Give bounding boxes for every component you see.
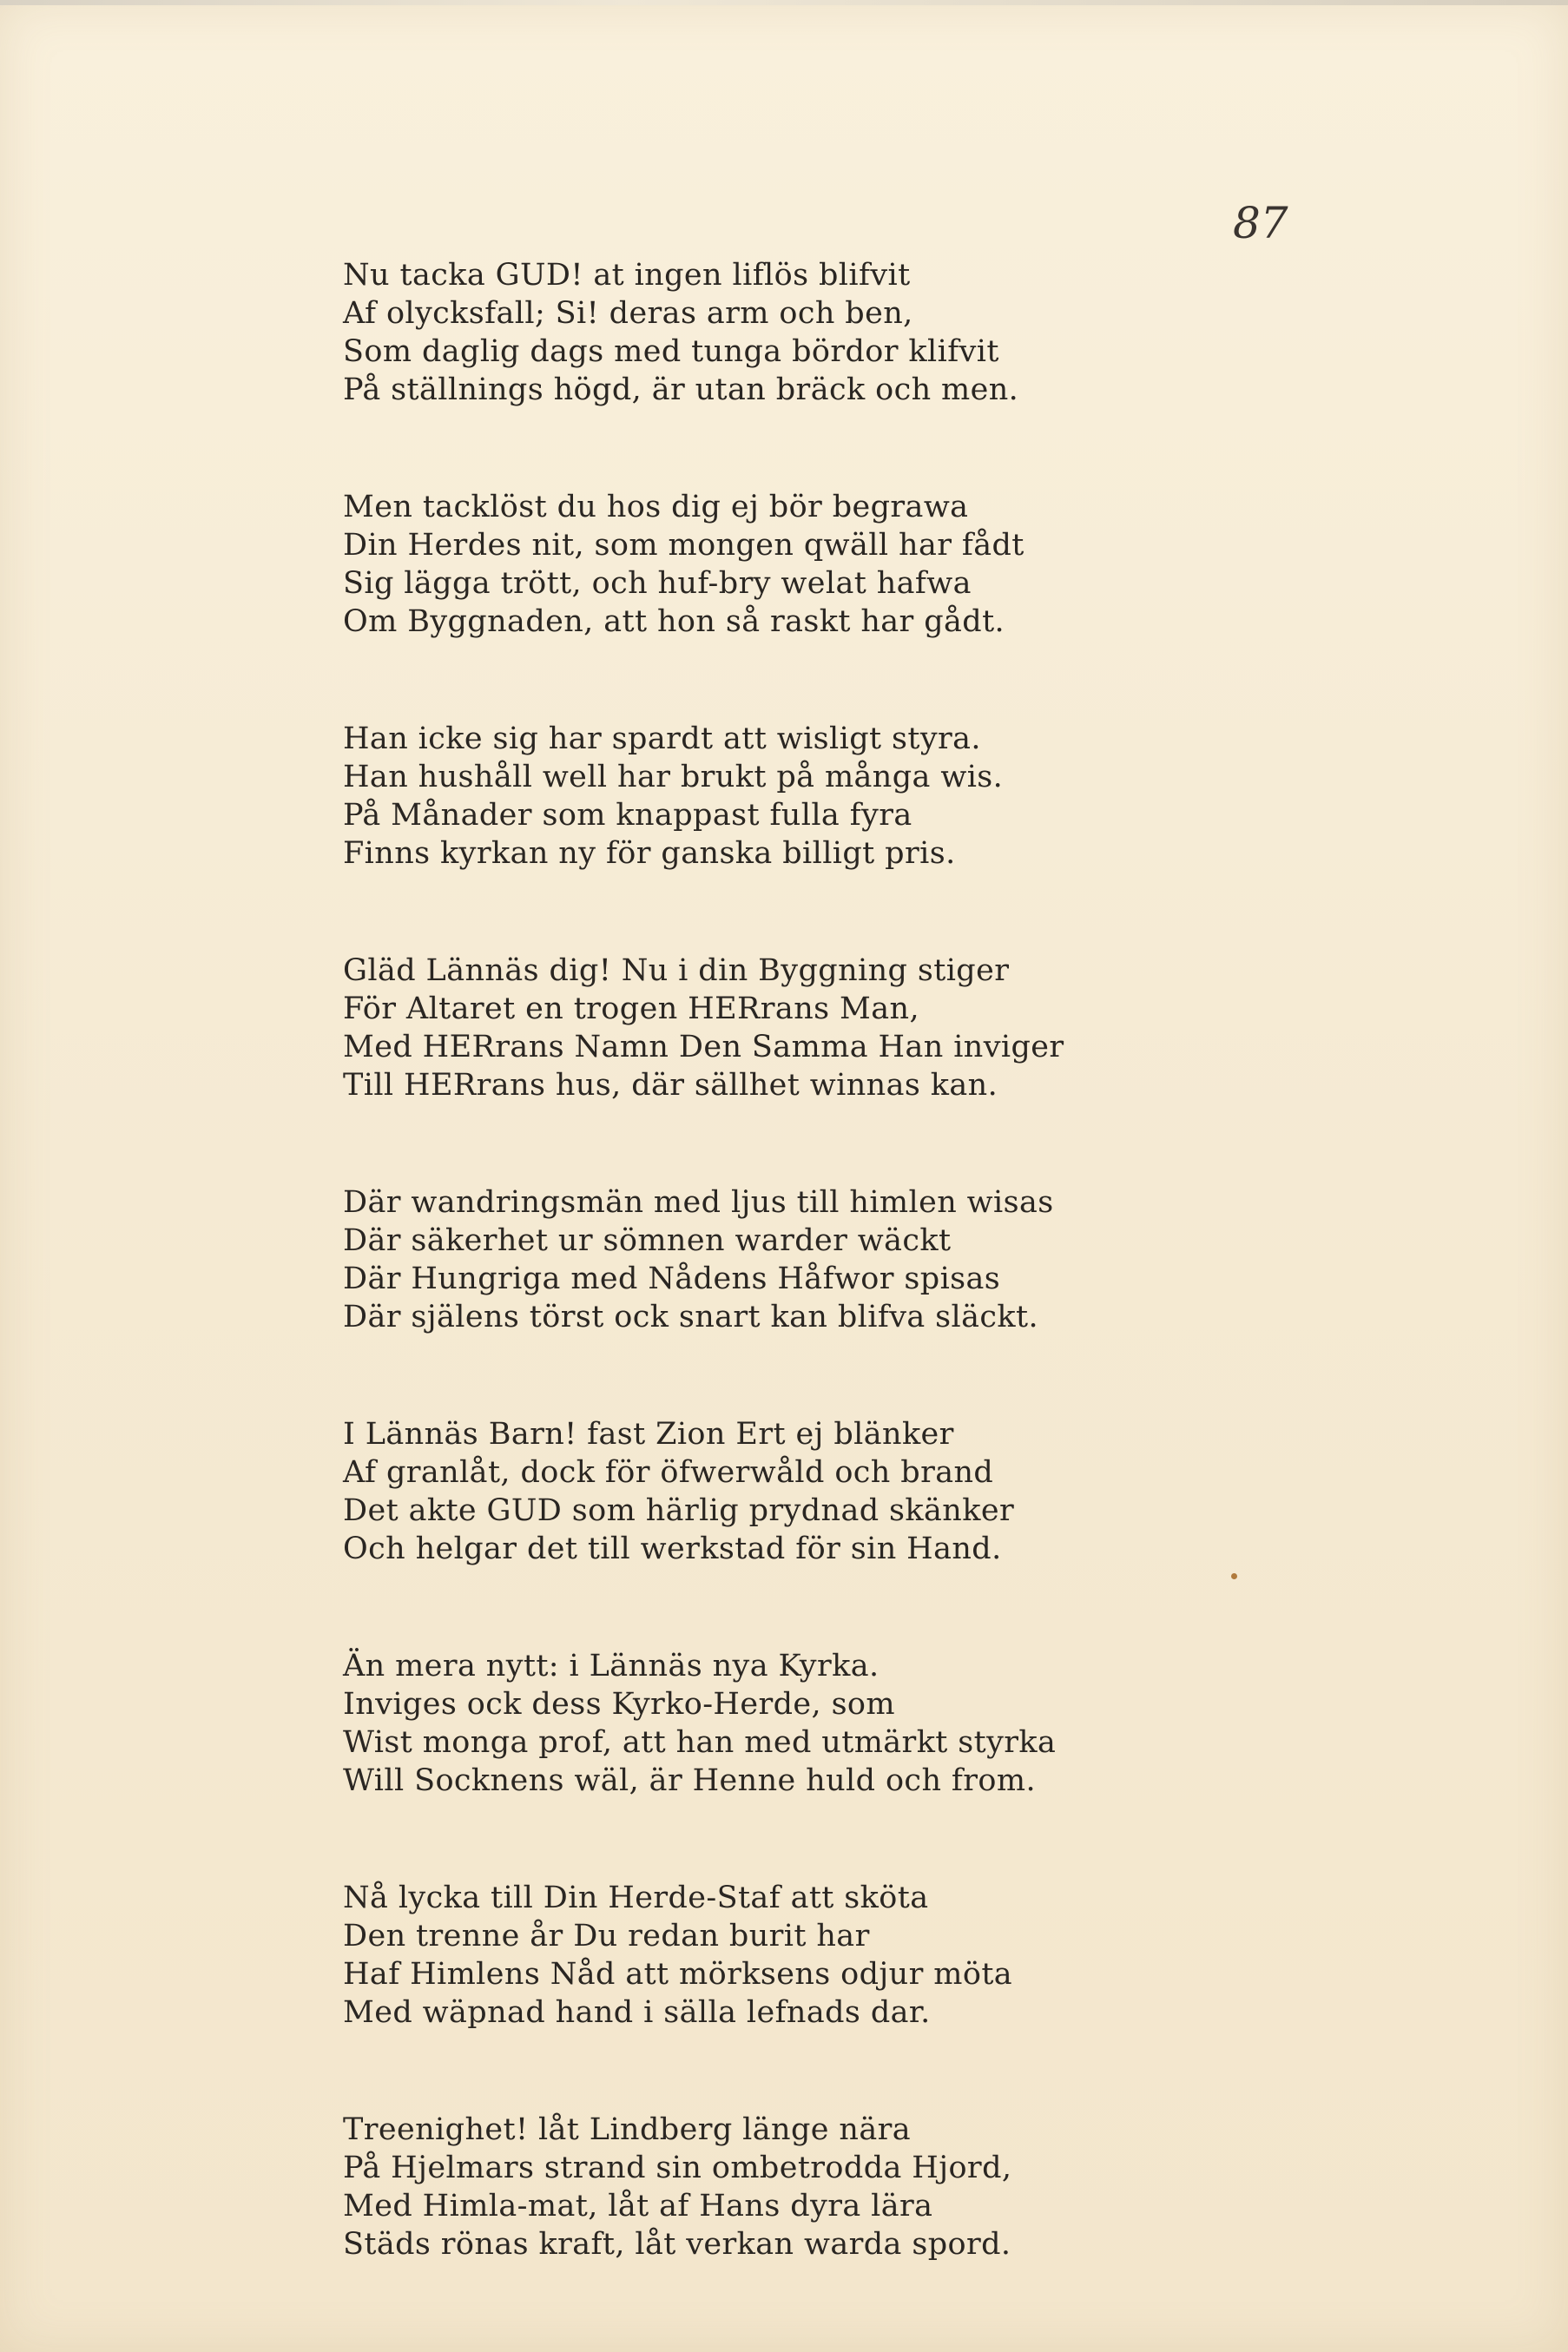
poem-line: För Altaret en trogen HERrans Man, [343,992,919,1026]
poem-line: Som daglig dags med tunga bördor klifvit [343,334,999,369]
poem-line: Än mera nytt: i Lännäs nya Kyrka. [343,1649,880,1683]
page-number: 87 [1233,198,1288,248]
stanza [343,720,1211,873]
poem-line: Gläd Lännäs dig! Nu i din Byggning stiger [343,953,1010,988]
poem-line: Om Byggnaden, att hon så raskt har gådt. [343,604,1005,639]
poem-line: Inviges ock dess Kyrko-Herde, som [343,1687,895,1722]
stanza [343,488,1211,641]
poem-line: På Hjelmars strand sin ombetrodda Hjord, [343,2151,1012,2185]
stanza [343,1879,1211,2032]
poem-line: Där wandringsmän med ljus till himlen wisas [343,1185,1054,1220]
poem-line: I Lännäs Barn! fast Zion Ert ej blänker [343,1417,954,1452]
poem-line: Will Socknens wäl, är Henne huld och from. [343,1763,1036,1798]
poem-line: Och helgar det till werkstad för sin Hand. [343,1532,1002,1566]
poem-line: Af granlåt, dock för öfwerwåld och brand [343,1455,994,1490]
stanza [343,256,1211,409]
poem-line: Han hushåll well har brukt på många wis. [343,760,1004,794]
poem-line: Han icke sig har spardt att wisligt styra. [343,721,981,756]
poem-line: Din Herdes nit, som mongen qwäll har fådt [343,528,1024,563]
stanza [343,1647,1211,1800]
poem-line: Städs rönas kraft, låt verkan warda spord. [343,2227,1011,2262]
poem-line: Där säkerhet ur sömnen warder wäckt [343,1223,952,1258]
poem-line: På Månader som knappast fulla fyra [343,798,912,833]
stanza [343,952,1211,1104]
stanza [343,1415,1211,1568]
poem-line: Med HERrans Namn Den Samma Han inviger [343,1030,1064,1064]
ink-speck [1231,1573,1237,1579]
poem-line: Med wäpnad hand i sälla lefnads dar. [343,1995,931,2030]
poem-line: Treenighet! låt Lindberg länge nära [343,2112,912,2147]
poem-line: Till HERrans hus, där sällhet winnas kan. [343,1068,998,1103]
poem-line: Där själens törst ock snart kan blifva släckt. [343,1300,1038,1334]
poem-line: Wist monga prof, att han med utmärkt styrka [343,1725,1057,1760]
poem-line: Där Hungriga med Nådens Håfwor spisas [343,1262,1001,1296]
poem-line: Haf Himlens Nåd att mörksens odjur möta [343,1957,1013,1992]
poem [343,256,1211,2342]
poem-line: Af olycksfall; Si! deras arm och ben, [343,296,913,331]
poem-line: Sig lägga trött, och huf-bry welat hafwa [343,566,972,601]
poem-line: Finns kyrkan ny för ganska billigt pris. [343,836,956,871]
poem-line: Den trenne år Du redan burit har [343,1919,870,1953]
poem-line: Det akte GUD som härlig prydnad skänker [343,1493,1015,1528]
poem-line: På ställnings högd, är utan bräck och men. [343,372,1019,407]
poem-line: Men tacklöst du hos dig ej bör begrawa [343,490,969,524]
poem-line: Nu tacka GUD! at ingen liflös blifvit [343,258,911,293]
poem-line: Med Himla-mat, låt af Hans dyra lära [343,2189,933,2224]
poem-line: Nå lycka till Din Herde-Staf att sköta [343,1881,929,1915]
stanza [343,2111,1211,2263]
top-edge-rule [0,0,1568,5]
stanza [343,1183,1211,1336]
